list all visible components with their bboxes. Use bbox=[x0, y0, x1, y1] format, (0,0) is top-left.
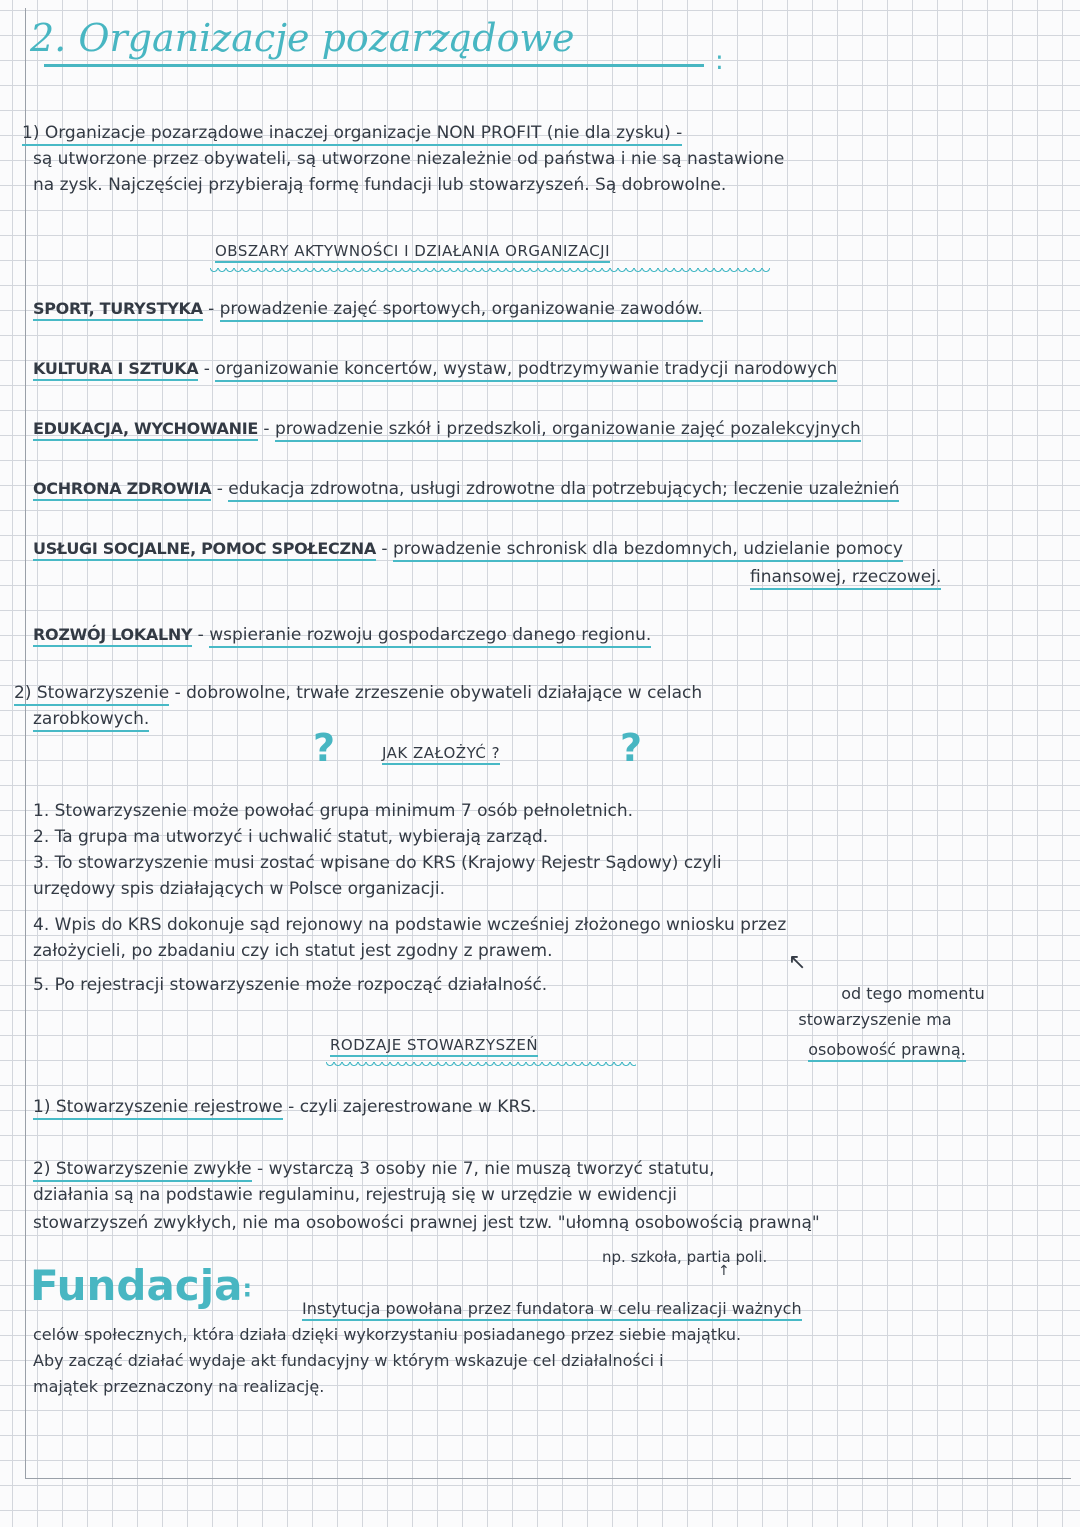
intro-line-3: na zysk. Najczęściej przybierają formę fundacji lub stowarzyszeń. Są dobrowolne. bbox=[33, 175, 727, 195]
type-registered-rest: - czyli zajerestrowane w KRS. bbox=[282, 1097, 537, 1117]
area-social-desc: prowadzenie schronisk dla bezdomnych, udzielanie pomocy bbox=[393, 539, 903, 562]
type-ordinary-line-3: stowarzyszeń zwykłych, nie ma osobowości prawnej jest tzw. "ułomną osobowością prawną" bbox=[33, 1213, 820, 1233]
page-frame bbox=[25, 8, 1071, 1479]
type-ordinary-line-2: działania są na podstawie regulaminu, rejestrują się w urzędzie w ewidencji bbox=[33, 1185, 678, 1205]
area-local-sep: - bbox=[192, 625, 210, 645]
areas-heading-text: OBSZARY AKTYWNOŚCI I DZIAŁANIA ORGANIZACJI bbox=[215, 242, 610, 263]
foundation-title-text: Fundacja bbox=[30, 1261, 243, 1310]
step-5: 5. Po rejestracji stowarzyszenie może rozpocząć działalność. bbox=[33, 975, 548, 995]
types-heading-wavy-underline bbox=[326, 1062, 636, 1066]
type-ordinary bbox=[33, 1158, 715, 1180]
area-sport bbox=[33, 298, 703, 320]
association-line-2-text: zarobkowych. bbox=[33, 709, 149, 732]
arrow-to-side-note: ↖ bbox=[788, 950, 807, 975]
title-underline bbox=[44, 64, 704, 67]
step-3: 3. To stowarzyszenie musi zostać wpisane do KRS (Krajowy Rejestr Sądowy) czyli bbox=[33, 853, 722, 873]
side-note-line-3-text: osobowość prawną. bbox=[808, 1040, 966, 1062]
area-sport-sep: - bbox=[202, 299, 220, 319]
association-rest: - dobrowolne, trwałe zrzeszenie obywateli działające w celach bbox=[169, 683, 703, 703]
page-title: 2. Organizacje pozarządowe bbox=[30, 16, 575, 60]
intro-line-2: są utworzone przez obywateli, są utworzone niezależnie od państwa i nie są nastawione bbox=[33, 149, 785, 169]
area-local-desc: wspieranie rozwoju gospodarczego danego regionu. bbox=[209, 625, 651, 648]
type-ordinary-term: 2) Stowarzyszenie zwykłe bbox=[33, 1159, 252, 1182]
step-3-cont: urzędowy spis działających w Polsce organizacji. bbox=[33, 879, 445, 899]
side-note-line-3 bbox=[772, 1040, 1002, 1060]
area-social-desc-cont bbox=[750, 566, 941, 588]
side-note-line-2: stowarzyszenie ma bbox=[798, 1010, 952, 1029]
foundation-line-1 bbox=[302, 1298, 802, 1320]
question-mark-left: ? bbox=[313, 726, 336, 770]
example-note-arrow: ↑ bbox=[718, 1263, 730, 1279]
example-note: np. szkoła, partia poli. bbox=[602, 1248, 768, 1266]
area-social-desc2: finansowej, rzeczowej. bbox=[750, 567, 941, 590]
area-culture bbox=[33, 358, 837, 380]
step-2: 2. Ta grupa ma utworzyć i uchwalić statut, wybierają zarząd. bbox=[33, 827, 549, 847]
area-sport-desc: prowadzenie zajęć sportowych, organizowanie zawodów. bbox=[220, 299, 703, 322]
area-education-category: EDUKACJA, WYCHOWANIE bbox=[33, 419, 258, 441]
title-colon: : bbox=[715, 46, 724, 76]
foundation-title bbox=[30, 1262, 252, 1313]
areas-heading bbox=[215, 240, 610, 262]
step-4: 4. Wpis do KRS dokonuje sąd rejonowy na podstawie wcześniej złożonego wniosku przez bbox=[33, 915, 787, 935]
area-local-category: ROZWÓJ LOKALNY bbox=[33, 625, 192, 647]
step-1: 1. Stowarzyszenie może powołać grupa minimum 7 osób pełnoletnich. bbox=[33, 801, 634, 821]
area-culture-desc: organizowanie koncertów, wystaw, podtrzymywanie tradycji narodowych bbox=[215, 359, 837, 382]
step-4-cont: założycieli, po zbadaniu czy ich statut jest zgodny z prawem. bbox=[33, 941, 553, 961]
area-health-sep: - bbox=[211, 479, 229, 499]
types-heading bbox=[330, 1034, 538, 1056]
area-culture-sep: - bbox=[198, 359, 216, 379]
association-definition bbox=[14, 682, 702, 704]
type-registered bbox=[33, 1096, 536, 1118]
area-health bbox=[33, 478, 899, 500]
areas-heading-wavy-underline bbox=[210, 268, 770, 272]
area-sport-category: SPORT, TURYSTYKA bbox=[33, 299, 203, 321]
area-education bbox=[33, 418, 861, 440]
area-health-desc: edukacja zdrowotna, usługi zdrowotne dla potrzebujących; leczenie uzależnień bbox=[228, 479, 899, 502]
association-term: 2) Stowarzyszenie bbox=[14, 683, 169, 706]
foundation-line-2: celów społecznych, która działa dzięki wykorzystaniu posiadanego przez siebie majątku. bbox=[33, 1325, 742, 1344]
foundation-line-3: Aby zacząć działać wydaje akt fundacyjny w którym wskazuje cel działalności i bbox=[33, 1351, 664, 1370]
area-social-sep: - bbox=[375, 539, 393, 559]
intro-line-1-text: 1) Organizacje pozarządowe inaczej organizacje NON PROFIT (nie dla zysku) - bbox=[22, 123, 682, 146]
question-mark-right: ? bbox=[620, 726, 643, 770]
type-registered-term: 1) Stowarzyszenie rejestrowe bbox=[33, 1097, 283, 1120]
how-heading-text: JAK ZAŁOŻYĆ ? bbox=[382, 744, 500, 765]
area-culture-category: KULTURA I SZTUKA bbox=[33, 359, 198, 381]
area-education-desc: prowadzenie szkół i przedszkoli, organizowanie zajęć pozalekcyjnych bbox=[275, 419, 861, 442]
type-ordinary-rest: - wystarczą 3 osoby nie 7, nie muszą tworzyć statutu, bbox=[251, 1159, 715, 1179]
side-note-line-1: od tego momentu bbox=[841, 984, 985, 1003]
area-local bbox=[33, 624, 651, 646]
foundation-colon: : bbox=[242, 1274, 253, 1303]
area-social bbox=[33, 538, 903, 560]
foundation-line-4: majątek przeznaczony na realizację. bbox=[33, 1377, 325, 1396]
association-line-2 bbox=[33, 708, 149, 730]
how-heading bbox=[382, 742, 500, 764]
area-education-sep: - bbox=[258, 419, 275, 439]
area-health-category: OCHRONA ZDROWIA bbox=[33, 479, 211, 501]
area-social-category: USŁUGI SOCJALNE, POMOC SPOŁECZNA bbox=[33, 539, 376, 561]
intro-line-1 bbox=[22, 122, 682, 144]
types-heading-text: RODZAJE STOWARZYSZEŃ bbox=[330, 1036, 538, 1057]
foundation-line-1-text: Instytucja powołana przez fundatora w celu realizacji ważnych bbox=[302, 1299, 802, 1321]
